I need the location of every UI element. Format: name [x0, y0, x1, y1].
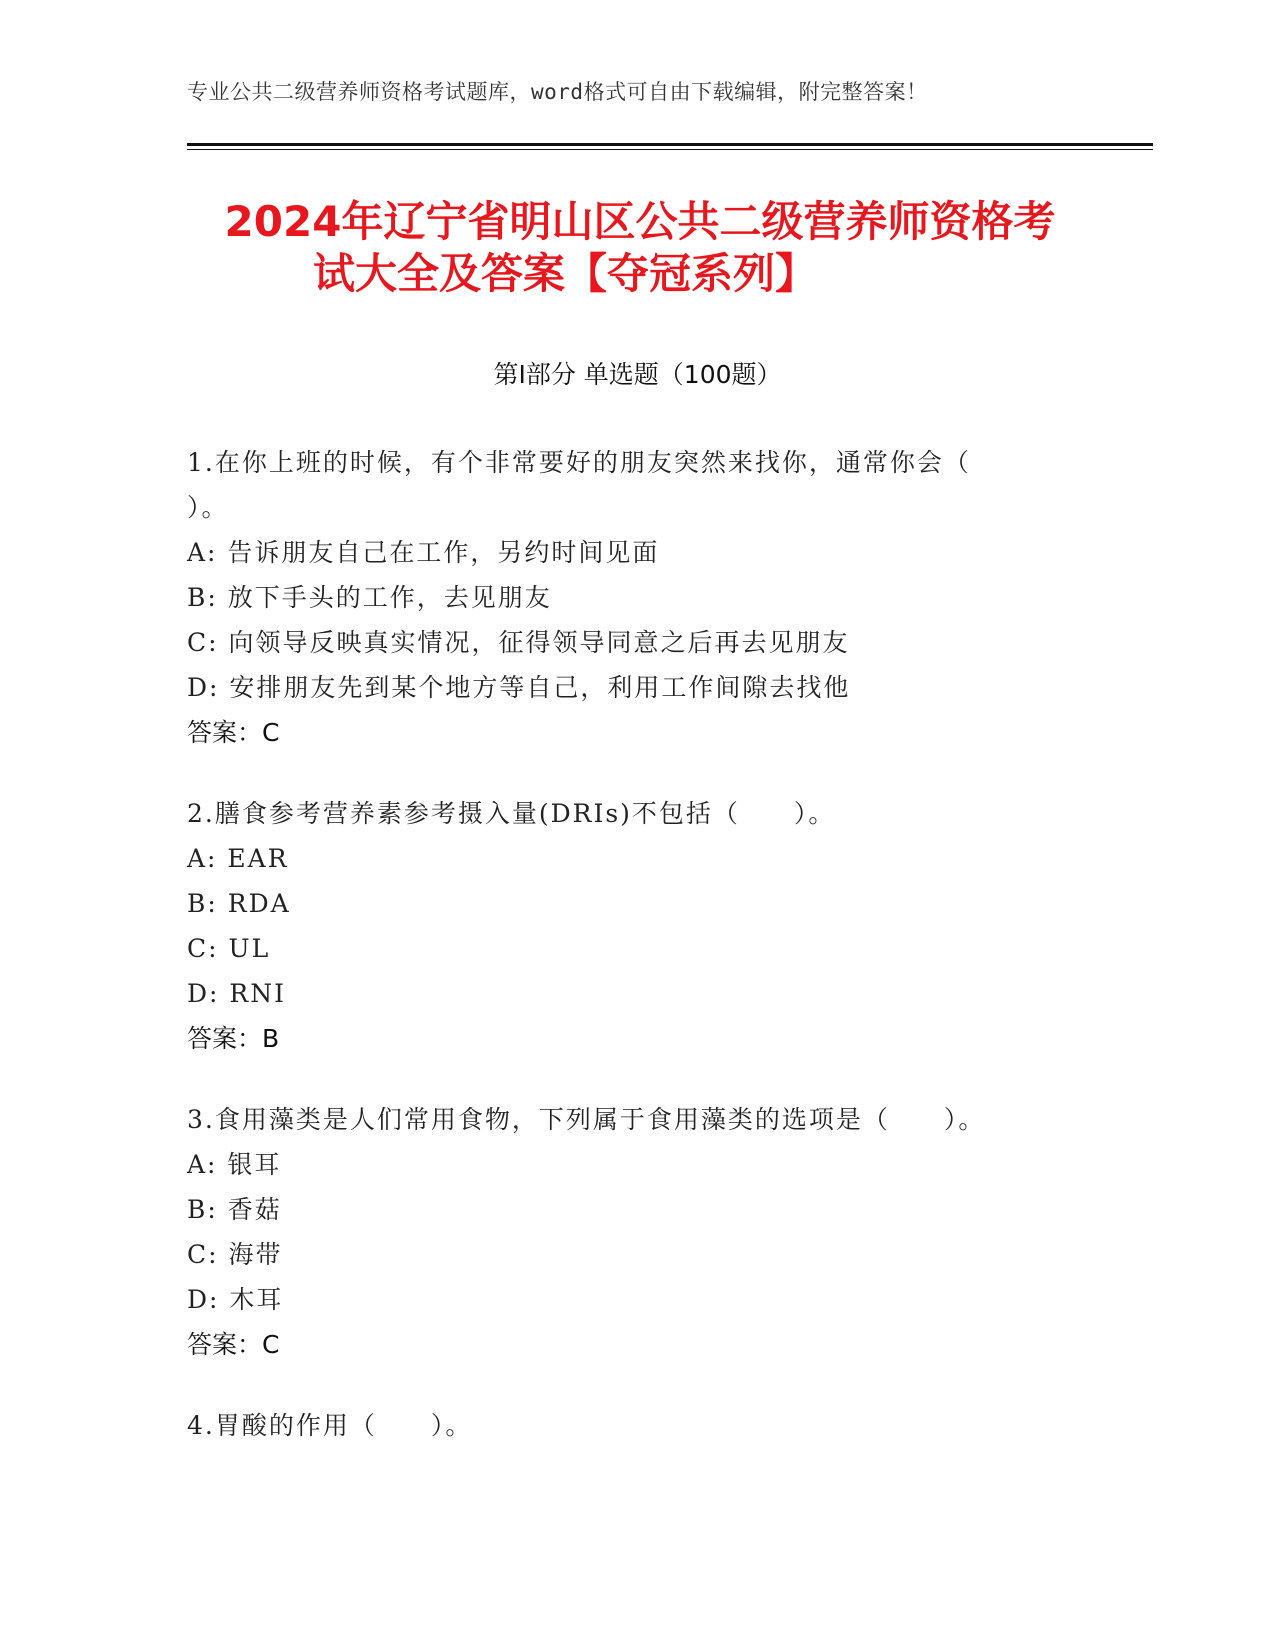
section-heading: 第Ⅰ部分 单选题（100题） [493, 360, 782, 389]
header-note: 专业公共二级营养师资格考试题库，word格式可自由下载编辑，附完整答案！ [187, 80, 928, 104]
option-a: A: 银耳 [187, 1150, 282, 1179]
question-item [187, 791, 1087, 1061]
question-text: 4.胃酸的作用（ ）。 [187, 1411, 473, 1440]
answer: 答案：B [187, 1024, 280, 1053]
document-title [160, 196, 1120, 300]
header-divider-thin [187, 149, 1153, 150]
question-item [187, 440, 1087, 755]
option-d: D: RNI [187, 979, 286, 1008]
option-b: B: 放下手头的工作，去见朋友 [187, 583, 552, 612]
option-b: B: RDA [187, 889, 291, 918]
answer: 答案：C [187, 718, 280, 747]
title-line-1: 2024年辽宁省明山区公共二级营养师资格考 [224, 197, 1056, 246]
option-d: D: 木耳 [187, 1285, 284, 1314]
question-text: ）。 [187, 493, 229, 522]
question-item [187, 1097, 1087, 1367]
question-item [187, 1403, 1087, 1448]
option-b: B: 香菇 [187, 1195, 282, 1224]
option-c: C: 向领导反映真实情况，征得领导同意之后再去见朋友 [187, 628, 850, 657]
option-d: D: 安排朋友先到某个地方等自己，利用工作间隙去找他 [187, 673, 851, 702]
question-list [187, 440, 1087, 1484]
question-text: 3.食用藻类是人们常用食物，下列属于食用藻类的选项是（ ）。 [187, 1105, 986, 1134]
option-c: C: UL [187, 934, 271, 963]
answer: 答案：C [187, 1330, 280, 1359]
title-line-2: 试大全及答案【夺冠系列】 [312, 249, 817, 298]
option-a: A: 告诉朋友自己在工作，另约时间见面 [187, 538, 660, 567]
option-c: C: 海带 [187, 1240, 283, 1269]
header-divider-thick [187, 143, 1153, 146]
option-a: A: EAR [187, 844, 289, 873]
question-text: 1.在你上班的时候，有个非常要好的朋友突然来找你，通常你会（ [187, 448, 971, 477]
question-text: 2.膳食参考营养素参考摄入量(DRIs)不包括（ ）。 [187, 799, 836, 828]
